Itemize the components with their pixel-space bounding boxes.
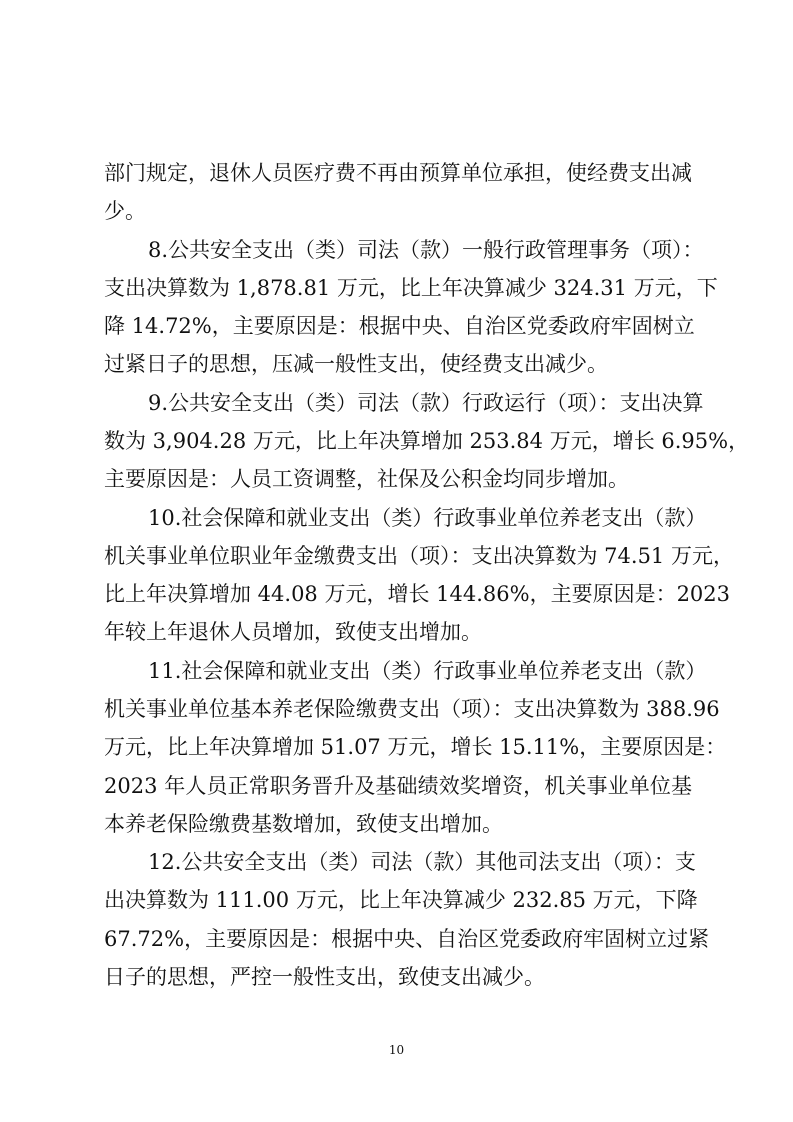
paragraph-heading-8: 8.公共安全支出（类）司法（款）一般行政管理事务（项）： [148,238,704,262]
paragraph-heading-10: 10.社会保障和就业支出（类）行政事业单位养老支出（款） [148,506,707,530]
text-line: 2023 年人员正常职务晋升及基础绩效奖增资，机关事业单位基 [104,774,692,798]
text-line: 主要原因是：人员工资调整，社保及公积金均同步增加。 [104,467,629,491]
text-line: 年较上年退休人员增加，致使支出增加。 [104,620,482,644]
text-line: 日子的思想，严控一般性支出，致使支出减少。 [104,965,545,989]
text-line: 支出决算数为 1,878.81 万元，比上年决算减少 324.31 万元，下 [104,276,718,300]
text-line: 数为 3,904.28 万元，比上年决算增加 253.84 万元，增长 6.95%， [104,429,750,453]
text-line: 部门规定，退休人员医疗费不再由预算单位承担，使经费支出减 [104,161,692,185]
paragraph-heading-9: 9.公共安全支出（类）司法（款）行政运行（项）：支出决算 [148,391,704,415]
paragraph-heading-12: 12.公共安全支出（类）司法（款）其他司法支出（项）：支 [148,850,696,874]
text-line: 过紧日子的思想，压减一般性支出，使经费支出减少。 [104,352,608,376]
text-line: 出决算数为 111.00 万元，比上年决算减少 232.85 万元，下降 [104,888,698,912]
text-line: 万元，比上年决算增加 51.07 万元，增长 15.11%，主要原因是： [104,735,727,759]
text-line: 降 14.72%，主要原因是：根据中央、自治区党委政府牢固树立 [104,314,695,338]
text-line: 本养老保险缴费基数增加，致使支出增加。 [104,812,503,836]
text-line: 机关事业单位基本养老保险缴费支出（项）：支出决算数为 388.96 [104,697,720,721]
text-line: 机关事业单位职业年金缴费支出（项）：支出决算数为 74.51 万元， [104,544,734,568]
text-line: 67.72%，主要原因是：根据中央、自治区党委政府牢固树立过紧 [104,927,710,951]
text-line: 比上年决算增加 44.08 万元，增长 144.86%，主要原因是：2023 [104,582,731,606]
paragraph-heading-11: 11.社会保障和就业支出（类）行政事业单位养老支出（款） [148,659,707,683]
text-line: 少。 [104,199,146,223]
page-number: 10 [388,1043,405,1057]
